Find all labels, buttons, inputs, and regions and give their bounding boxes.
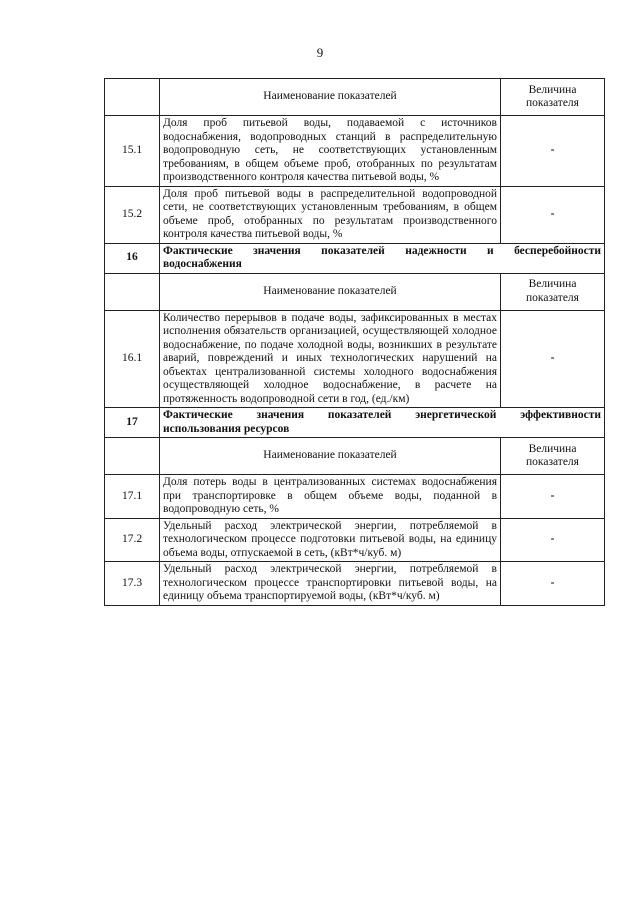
table-row [105,475,605,519]
section-title-line1: Фактические значения показателей надежности и бесперебойности [163,244,601,257]
table-header-row [105,438,605,475]
header-num-cell [105,273,160,310]
row-number: 15.1 [105,116,160,187]
header-name-cell: Наименование показателей [160,79,501,116]
header-name-cell: Наименование показателей [160,438,501,475]
table-row [105,562,605,606]
header-value-cell: Величина показателя [501,273,605,310]
row-number: 15.2 [105,186,160,243]
row-value: - [501,562,605,606]
row-value: - [501,518,605,562]
section-title-line1: Фактические значения показателей энергетической эффективности [163,409,601,421]
row-description: Доля проб питьевой воды в распределительной водопроводной сети, не соответствующих установленным требованиям, в общем объеме проб, отобранных по результатам производственного контроля качества питьевой воды, % [160,186,501,243]
table-header-row [105,273,605,310]
page-number: 9 [316,45,324,60]
row-description: Удельный расход электрической энергии, потребляемой в технологическом процессе подготовки питьевой воды, на единицу объема воды, отпускаемой в сеть, (кВт*ч/куб. м) [160,518,501,562]
table-row [105,186,605,243]
row-value: - [501,116,605,187]
header-value-cell: Величина показателя [501,438,605,475]
table-row [105,116,605,187]
section-number: 17 [105,408,160,438]
section-title [160,243,605,273]
row-number: 17.3 [105,562,160,606]
row-description: Удельный расход электрической энергии, потребляемой в технологическом процессе транспортировки питьевой воды, на единицу объема транспортируемой воды, (кВт*ч/куб. м) [160,562,501,606]
row-number: 17.2 [105,518,160,562]
row-description: Доля проб питьевой воды, подаваемой с источников водоснабжения, водопроводных станций в распределительную водопроводную сеть, не соответствующих установленным требованиям, в общем объеме проб, отобранных по результатам производственного контроля качества питьевой воды, % [160,116,501,187]
section-row [105,408,605,438]
table-header-row [105,79,605,116]
section-title-line2: использования ресурсов [163,422,290,435]
row-value: - [501,475,605,519]
row-value: - [501,310,605,408]
section-number: 16 [105,243,160,273]
header-name-cell: Наименование показателей [160,273,501,310]
header-num-cell [105,79,160,116]
section-title [160,408,605,438]
row-description: Количество перерывов в подаче воды, зафиксированных в местах исполнения обязательств организацией, осуществляющей холодное водоснабжение, по подаче холодной воды, возникших в результате аварий, повреждений и иных технологических нарушений на объектах централизованной системы холодного водоснабжения осуществляющей холодное водоснабжение, в расчете на протяженность водопроводной сети в год, (ед./км) [160,310,501,408]
section-title-line2: водоснабжения [163,258,242,270]
row-number: 17.1 [105,475,160,519]
table-row [105,518,605,562]
header-value-cell: Величина показателя [501,79,605,116]
row-value: - [501,186,605,243]
header-num-cell [105,438,160,475]
table-row [105,310,605,408]
row-description: Доля потерь воды в централизованных системах водоснабжения при транспортировке в общем объеме воды, поданной в водопроводную сеть, % [160,475,501,519]
row-number: 16.1 [105,310,160,408]
indicators-table [104,78,605,606]
section-row [105,243,605,273]
